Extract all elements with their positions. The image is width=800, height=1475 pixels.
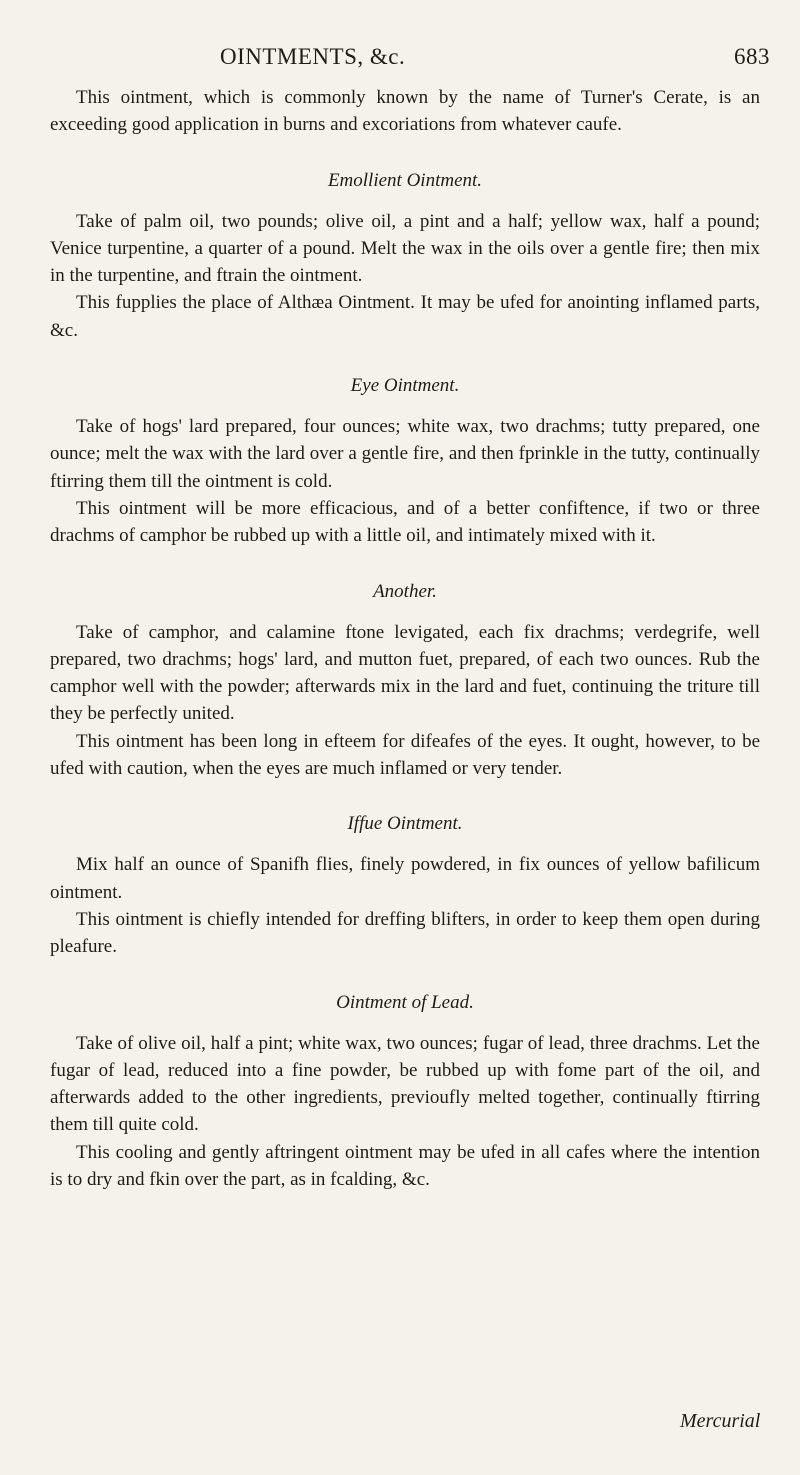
catchword: Mercurial [680, 1410, 761, 1432]
paragraph: This ointment will be more efficacious, and of a better confiftence, if two or three drachms of camphor be rubbed up with a little oil, and intimately mixed with it. [50, 497, 760, 547]
page-number: 683 [734, 44, 770, 69]
page-body [50, 84, 760, 1193]
paragraph: This ointment is chiefly intended for dreffing blifters, in order to keep them open during pleafure. [50, 908, 760, 958]
paragraph: This cooling and gently aftringent ointment may be ufed in all cafes where the intention is to dry and fkin over the part, as in fcalding, &c. [50, 1141, 760, 1191]
section-ointment-of-lead [50, 989, 760, 1194]
paragraph: This fupplies the place of Althæa Ointment. It may be ufed for anointing inflamed parts, &c. [50, 292, 760, 341]
section-heading: Emollient Ointment. [327, 169, 483, 191]
running-title: OINTMENTS, &c. [220, 44, 406, 69]
paragraph: This ointment, which is commonly known by the name of Turner's Cerate, is an exceeding good application in burns and excoriations from whatever caufe. [50, 87, 760, 136]
section-heading: Ointment of Lead. [336, 991, 474, 1013]
section-emollient-ointment [50, 167, 760, 344]
section-heading: Iffue Ointment. [347, 813, 463, 835]
paragraph: Take of olive oil, half a pint; white wax, two ounces; fugar of lead, three drachms. Let the fugar of lead, reduced into a fine powder, be rubbed up with fome part of the oil, and afterwards added to the other ingredients, previoufly melted together, continually ftirring them till quite cold. [50, 1032, 760, 1136]
paragraph: Take of palm oil, two pounds; olive oil, a pint and a half; yellow wax, half a pound; Venice turpentine, a quarter of a pound. Melt the wax in the oils over a gentle fire; then mix in the turpentine, and ftrain the ointment. [50, 210, 760, 287]
paragraph: Take of hogs' lard prepared, four ounces; white wax, two drachms; tutty prepared, one ounce; melt the wax with the lard over a gentle fire, and then fprinkle in the tutty, continually ftirring them till the ointment is cold. [50, 416, 760, 492]
section-heading: Another. [373, 580, 437, 602]
paragraph: Mix half an ounce of Spanifh flies, finely powdered, in fix ounces of yellow bafilicum ointment. [50, 854, 760, 903]
section-heading: Eye Ointment. [350, 375, 460, 397]
section-eye-ointment [50, 372, 760, 549]
section-turners-cerate [50, 84, 760, 139]
section-issue-ointment [50, 810, 760, 960]
paragraph: This ointment has been long in efteem for difeafes of the eyes. It ought, however, to be ufed with caution, when the eyes are much inflamed or very tender. [50, 730, 760, 780]
paragraph: Take of camphor, and calamine ftone levigated, each fix drachms; verdegrife, well prepared, two drachms; hogs' lard, and mutton fuet, prepared, of each two ounces. Rub the camphor well with the powder; afterwards mix in the lard and fuet, continuing the triture till they be perfectly united. [50, 621, 760, 725]
section-another [50, 578, 760, 783]
